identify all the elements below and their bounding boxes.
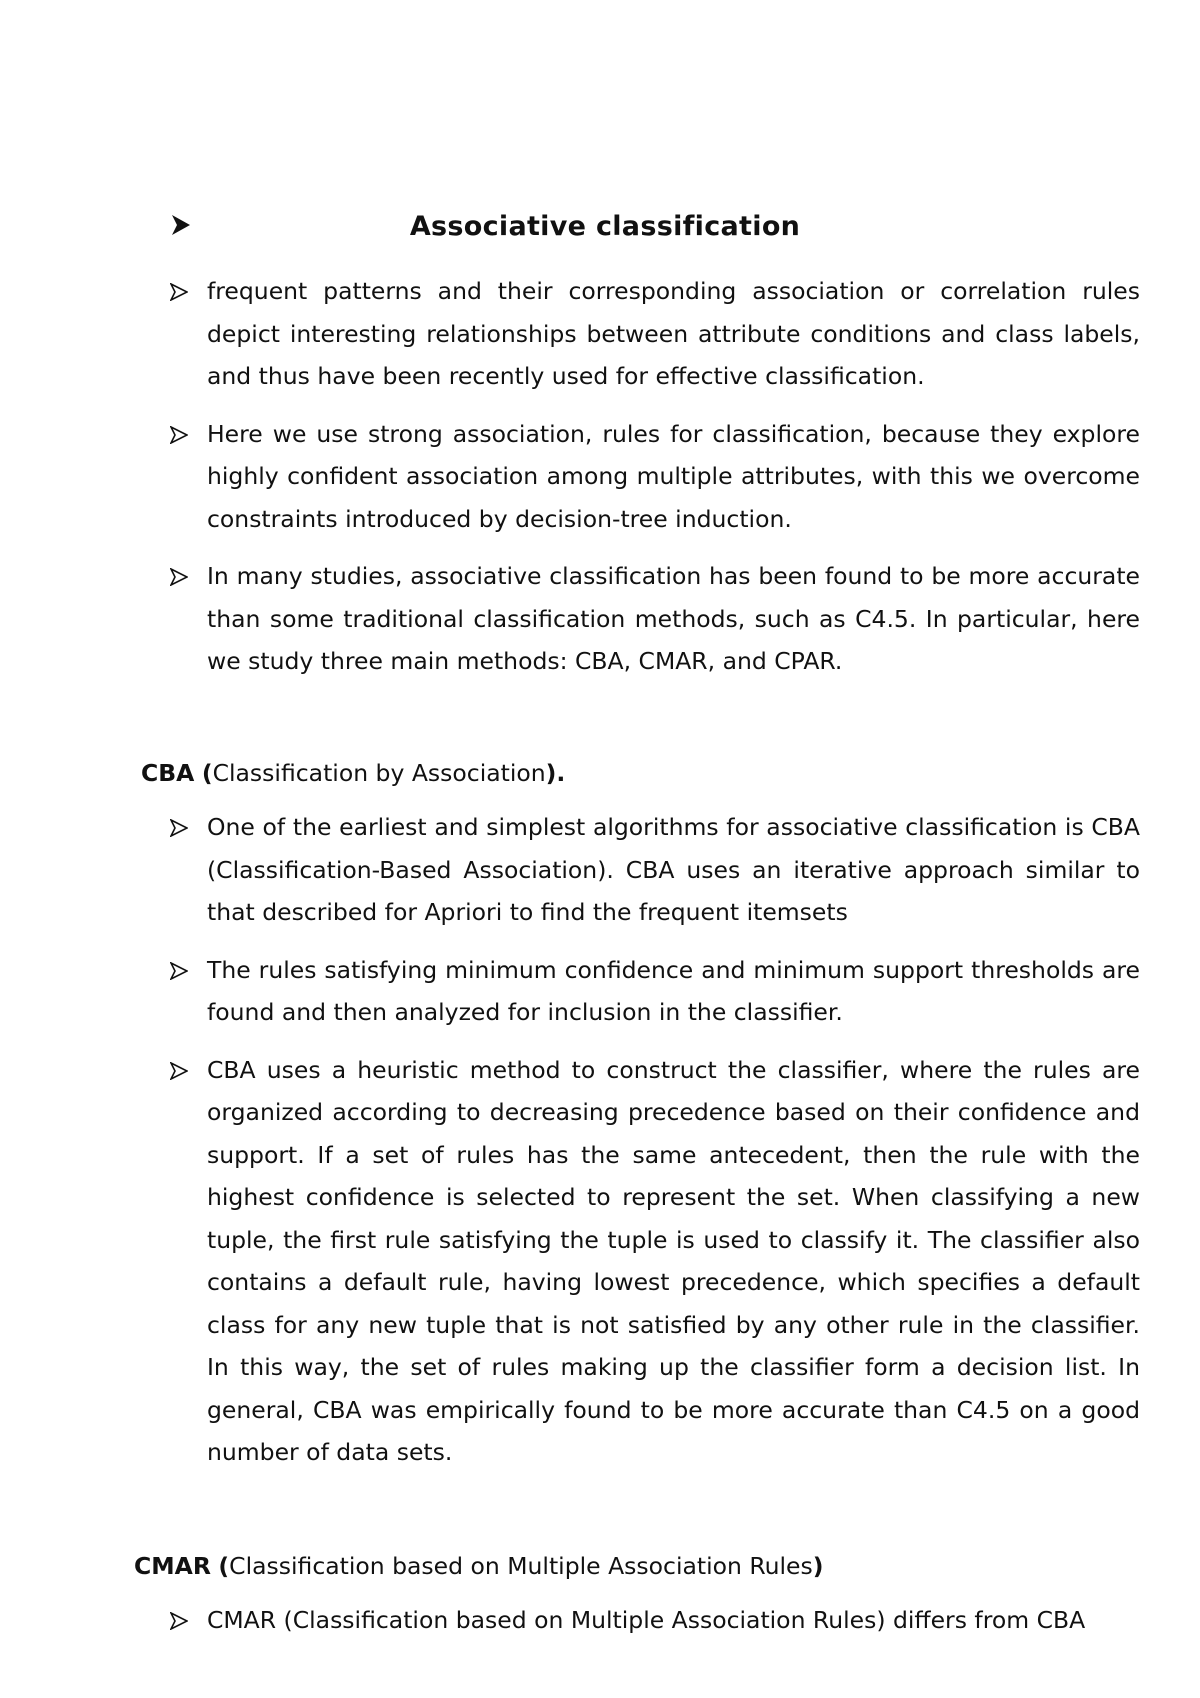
cmar-bullet-list	[170, 1599, 1140, 1657]
bullet-text: CMAR (Classification based on Multiple Association Rules) differs from CBA	[207, 1606, 1086, 1634]
intro-bullet-list	[170, 270, 1140, 698]
title-row	[170, 209, 1140, 249]
arrow-bullet-icon	[170, 1062, 188, 1080]
cmar-abbr: CMAR	[134, 1552, 211, 1580]
cmar-heading	[134, 1545, 824, 1587]
bullet-text: One of the earliest and simplest algorithms for associative classification is CBA (Classification-Based Association). CBA uses an iterative approach similar to that described for Apriori to find the frequent itemsets	[207, 813, 1140, 926]
bullet-text: frequent patterns and their corresponding association or correlation rules depict interesting relationships between attribute conditions and class labels, and thus have been recently used for effective classification.	[207, 277, 1140, 390]
list-item	[170, 949, 1140, 1034]
cba-bullet-list	[170, 806, 1140, 1489]
cba-open-paren: (	[201, 759, 213, 787]
arrow-bullet-icon	[170, 962, 188, 980]
arrow-bullet-icon	[170, 426, 188, 444]
list-item	[170, 555, 1140, 683]
cmar-full-name: Classification based on Multiple Association Rules	[229, 1552, 813, 1580]
arrow-bullet-icon	[170, 819, 188, 837]
list-item	[170, 1599, 1140, 1642]
bullet-text: In many studies, associative classification has been found to be more accurate than some traditional classification methods, such as C4.5. In particular, here we study three main methods: CBA, CMAR, and CPAR.	[207, 562, 1140, 675]
arrow-bullet-icon	[170, 568, 188, 586]
list-item	[170, 806, 1140, 934]
arrow-bullet-icon	[170, 1612, 188, 1630]
page-title: Associative classification	[409, 211, 801, 242]
cba-close-paren: ).	[545, 759, 566, 787]
arrow-bullet-icon	[170, 283, 188, 301]
cmar-open-paren: (	[218, 1552, 230, 1580]
list-item	[170, 1049, 1140, 1474]
cba-abbr: CBA	[141, 759, 195, 787]
list-item	[170, 270, 1140, 398]
bullet-text: Here we use strong association, rules for classification, because they explore highly confident association among multiple attributes, with this we overcome constraints introduced by decision-tree induction.	[207, 419, 1140, 533]
bullet-text: The rules satisfying minimum confidence and minimum support thresholds are found and then analyzed for inclusion in the classifier.	[207, 955, 1140, 1026]
cba-full-name: Classification by Association	[212, 759, 546, 787]
list-item	[170, 413, 1140, 541]
cmar-close-paren: )	[812, 1552, 824, 1580]
cba-heading	[141, 752, 565, 794]
bullet-text: CBA uses a heuristic method to construct the classifier, where the rules are organized according to decreasing precedence based on their confidence and support. If a set of rules has the same antecedent, then the rule with the highest confidence is selected to represent the set. When classifying a new tuple, the first rule satisfying the tuple is used to classify it. The classifier also contains a default rule, having lowest precedence, which specifies a default class for any new tuple that is not satisfied by any other rule in the classifier. In this way, the set of rules making up the classifier form a decision list. In general, CBA was empirically found to be more accurate than C4.5 on a good number of data sets.	[207, 1055, 1140, 1466]
